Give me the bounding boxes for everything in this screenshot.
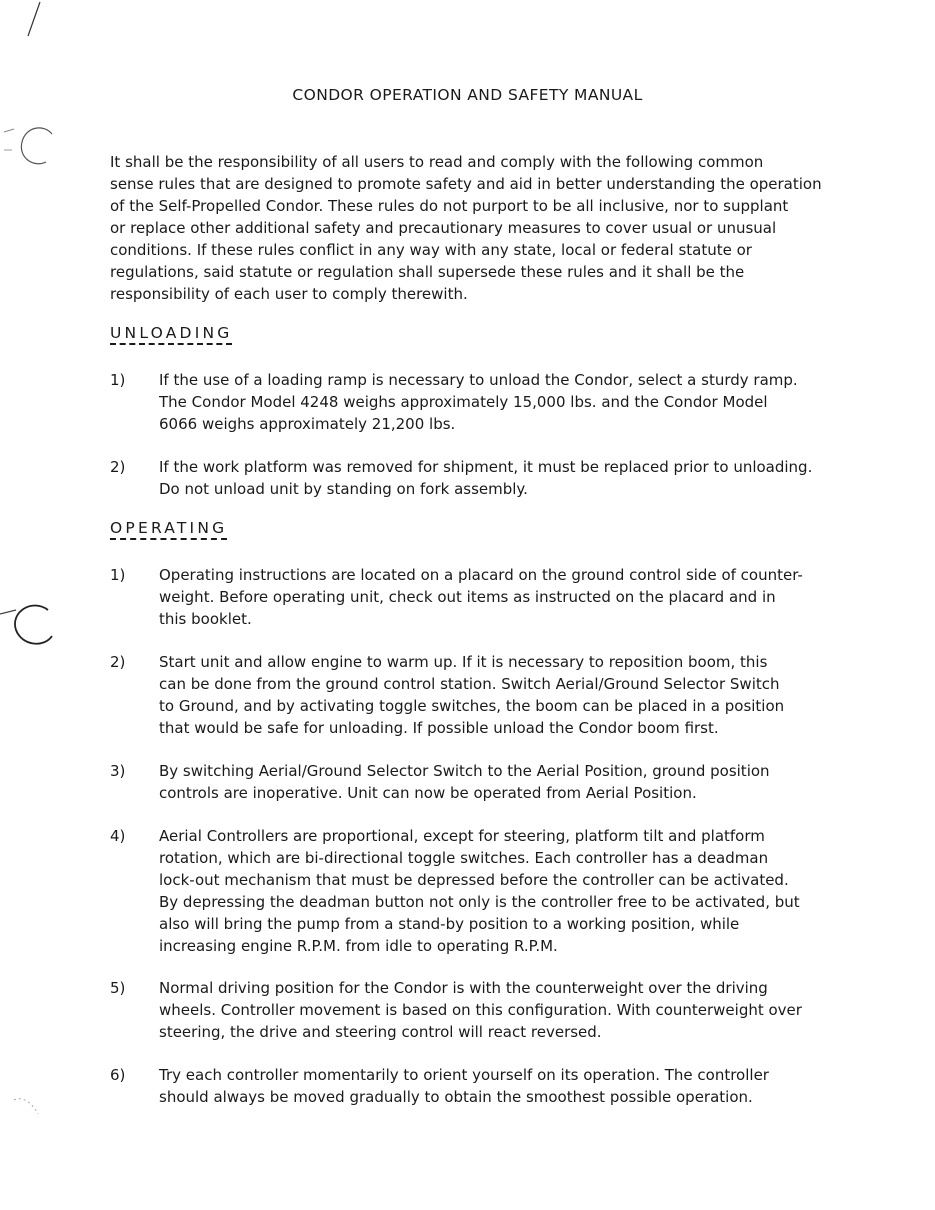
item-text: Operating instructions are located on a placard on the ground control side of counter- weight. Before operating unit, check out items as instructed on the placard and in this booklet. [159,566,803,628]
item-text: By switching Aerial/Ground Selector Switch to the Aerial Position, ground position controls are inoperative. Unit can now be operated from Aerial Position. [159,762,770,802]
item-text: Normal driving position for the Condor is with the counterweight over the driving wheels. Controller movement is based on this configuration. With counterweight over steering, the drive and steering control will react reversed. [159,979,802,1041]
binder-hole-top-mark [0,112,70,172]
binder-hole-middle-mark [0,596,70,656]
item-number: 6) [110,1066,126,1084]
section-heading-operating: OPERATING [110,519,227,540]
item-number: 4) [110,827,126,845]
binder-hole-bottom-mark [0,1092,60,1132]
item-number: 2) [110,458,126,476]
item-text: Aerial Controllers are proportional, except for steering, platform tilt and platform rotation, which are bi-directional toggle switches. Each controller has a deadman lock-out mechanism that must be depressed before the controller can be activated. By depressing the deadman button not only is the controller free to be activated, but also will bring the pump from a stand-by position to a working position, while increasing engine R.P.M. from idle to operating R.P.M. [159,827,800,955]
document-title: CONDOR OPERATION AND SAFETY MANUAL [292,86,643,104]
item-number: 3) [110,762,126,780]
item-number: 1) [110,566,126,584]
item-number: 1) [110,371,126,389]
item-text: If the work platform was removed for shipment, it must be replaced prior to unloading. Do not unload unit by standing on fork assembly. [159,458,813,498]
item-text: Try each controller momentarily to orient yourself on its operation. The controller should always be moved gradually to obtain the smoothest possible operation. [159,1066,769,1106]
item-number: 5) [110,979,126,997]
item-text: If the use of a loading ramp is necessary to unload the Condor, select a sturdy ramp. The Condor Model 4248 weighs approximately 15,000 lbs. and the Condor Model 6066 weighs approximately 21,200 lbs. [159,371,798,433]
item-text: Start unit and allow engine to warm up. If it is necessary to reposition boom, this can be done from the ground control station. Switch Aerial/Ground Selector Switch to Ground, and by activating toggle switches, the boom can be placed in a position that would be safe for unloading. If possible unload the Condor boom first. [159,653,785,737]
intro-paragraph: It shall be the responsibility of all users to read and comply with the following common sense rules that are designed to promote safety and aid in better understanding the operation of the Self-Propelled Condor. These rules do not purport to be all inclusive, nor to supplant or replace other additional safety and precautionary measures to cover usual or unusual conditions. If these rules conflict in any way with any state, local or federal statute or regulations, said statute or regulation shall supersede these rules and it shall be the responsibility of each user to comply therewith. [110,153,822,303]
pencil-stroke-mark [20,0,50,40]
section-heading-unloading: UNLOADING [110,324,232,345]
item-number: 2) [110,653,126,671]
